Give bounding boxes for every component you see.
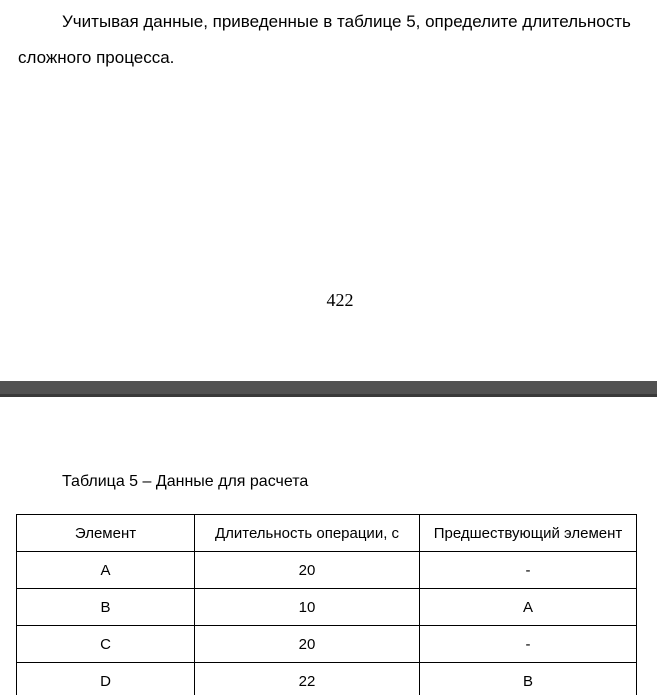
data-table (16, 514, 637, 695)
cell-duration: 20 (195, 552, 420, 589)
cell-duration: 10 (195, 589, 420, 626)
table-row (17, 552, 637, 589)
cell-predecessor: B (420, 663, 637, 695)
cell-predecessor: - (420, 626, 637, 663)
page-separator (0, 381, 657, 397)
table-header-row (17, 515, 637, 552)
cell-predecessor: A (420, 589, 637, 626)
table-row (17, 589, 637, 626)
cell-predecessor: - (420, 552, 637, 589)
cell-element: D (17, 663, 195, 695)
table-row (17, 663, 637, 695)
cell-element: C (17, 626, 195, 663)
table-row (17, 626, 637, 663)
column-header-element: Элемент (17, 515, 195, 552)
table-caption: Таблица 5 – Данные для расчета (62, 473, 309, 490)
cell-duration: 20 (195, 626, 420, 663)
cell-duration: 22 (195, 663, 420, 695)
cell-element: A (17, 552, 195, 589)
page-number: 422 (326, 290, 354, 310)
cell-element: B (17, 589, 195, 626)
column-header-duration: Длительность операции, с (195, 515, 420, 552)
column-header-predecessor: Предшествующий элемент (420, 515, 637, 552)
task-paragraph: Учитывая данные, приведенные в таблице 5, определите длительность сложного процесса. (18, 12, 631, 67)
